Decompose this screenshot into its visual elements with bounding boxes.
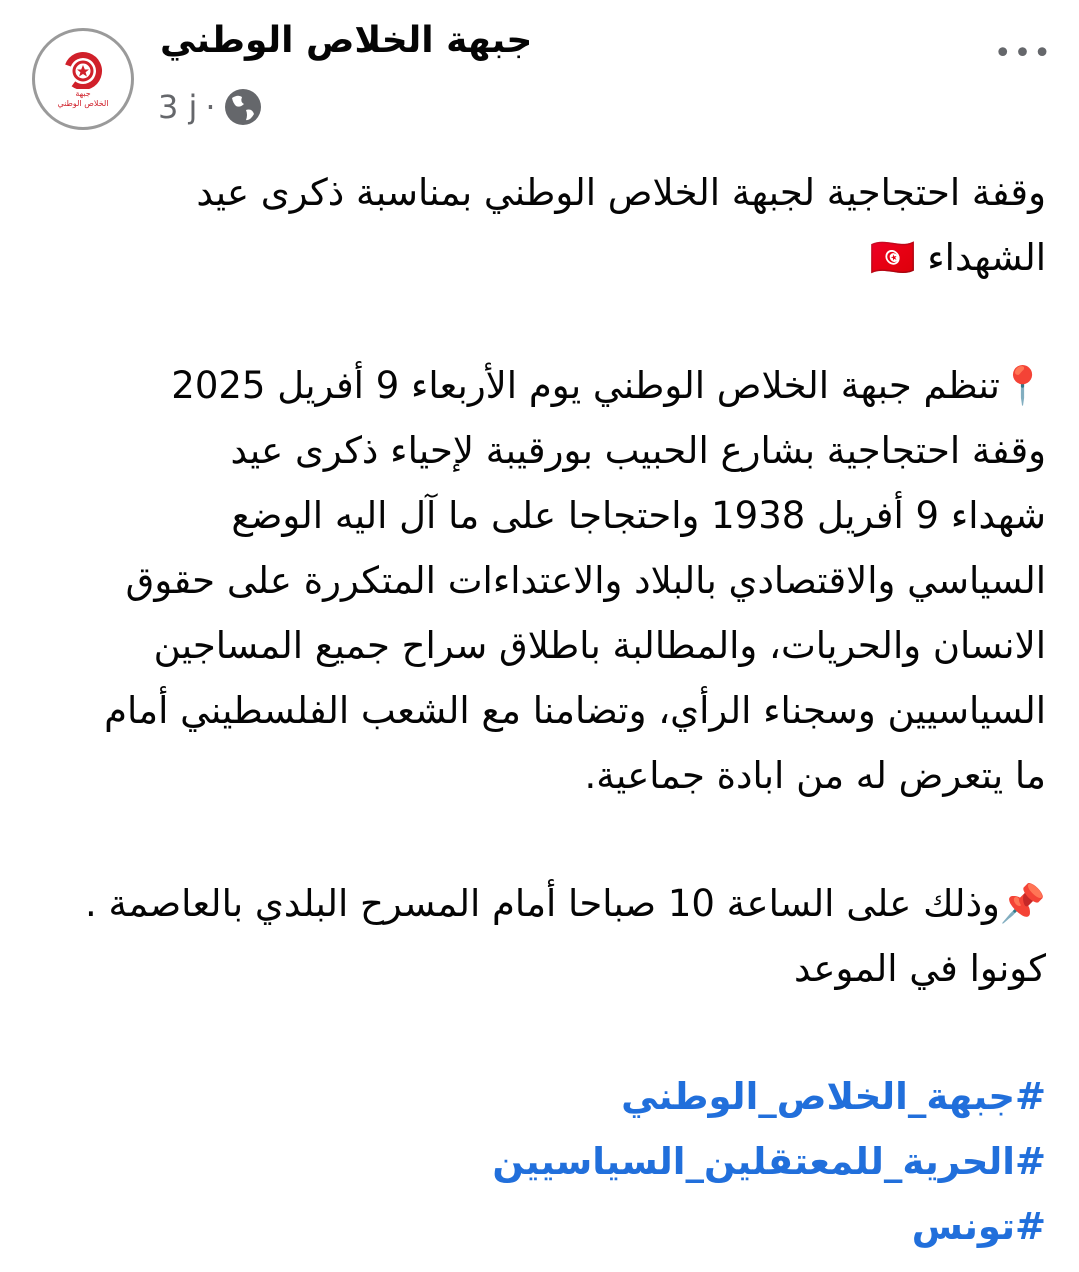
meta-separator: · <box>205 88 216 126</box>
post-line: 📌وذلك على الساعة 10 صباحا أمام المسرح البلدي بالعاصمة . <box>85 882 1046 925</box>
hashtag-link[interactable]: #تونس <box>911 1205 1046 1248</box>
post-meta <box>158 88 262 126</box>
page-name[interactable]: جبهة الخلاص الوطني <box>160 20 533 61</box>
post-time[interactable]: 3 j <box>158 88 198 126</box>
post-line: الشهداء 🇹🇳 <box>869 236 1046 279</box>
page-avatar[interactable] <box>32 28 134 130</box>
more-options-button[interactable]: ••• <box>993 36 1053 71</box>
logo-text-line: الخلاص الوطني <box>57 99 109 108</box>
logo-text-line: جبهة <box>75 89 91 98</box>
post-line: كونوا في الموعد <box>793 947 1046 990</box>
post-body <box>40 160 1046 1259</box>
post-line: ما يتعرض له من ابادة جماعية. <box>584 754 1046 797</box>
post-line: الانسان والحريات، والمطالبة باطلاق سراح جميع المساجين <box>153 624 1046 667</box>
post-line: شهداء 9 أفريل 1938 واحتجاجا على ما آل اليه الوضع <box>231 494 1046 537</box>
post-line: السياسيين وسجناء الرأي، وتضامنا مع الشعب الفلسطيني أمام <box>104 689 1046 732</box>
post-line: السياسي والاقتصادي بالبلاد والاعتداءات المتكررة على حقوق <box>125 559 1046 602</box>
post-line: وقفة احتجاجية بشارع الحبيب بورقيبة لإحياء ذكرى عيد <box>230 429 1046 472</box>
logo-text <box>57 89 108 109</box>
logo-crescent-star-icon <box>61 49 105 89</box>
globe-icon <box>224 88 262 126</box>
post-line: 📍تنظم جبهة الخلاص الوطني يوم الأربعاء 9 أفريل 2025 <box>171 364 1046 407</box>
hashtag-link[interactable]: #جبهة_الخلاص_الوطني <box>621 1075 1046 1118</box>
post-line: وقفة احتجاجية لجبهة الخلاص الوطني بمناسبة ذكرى عيد <box>196 171 1046 214</box>
hashtag-link[interactable]: #الحرية_للمعتقلين_السياسيين <box>492 1140 1046 1183</box>
